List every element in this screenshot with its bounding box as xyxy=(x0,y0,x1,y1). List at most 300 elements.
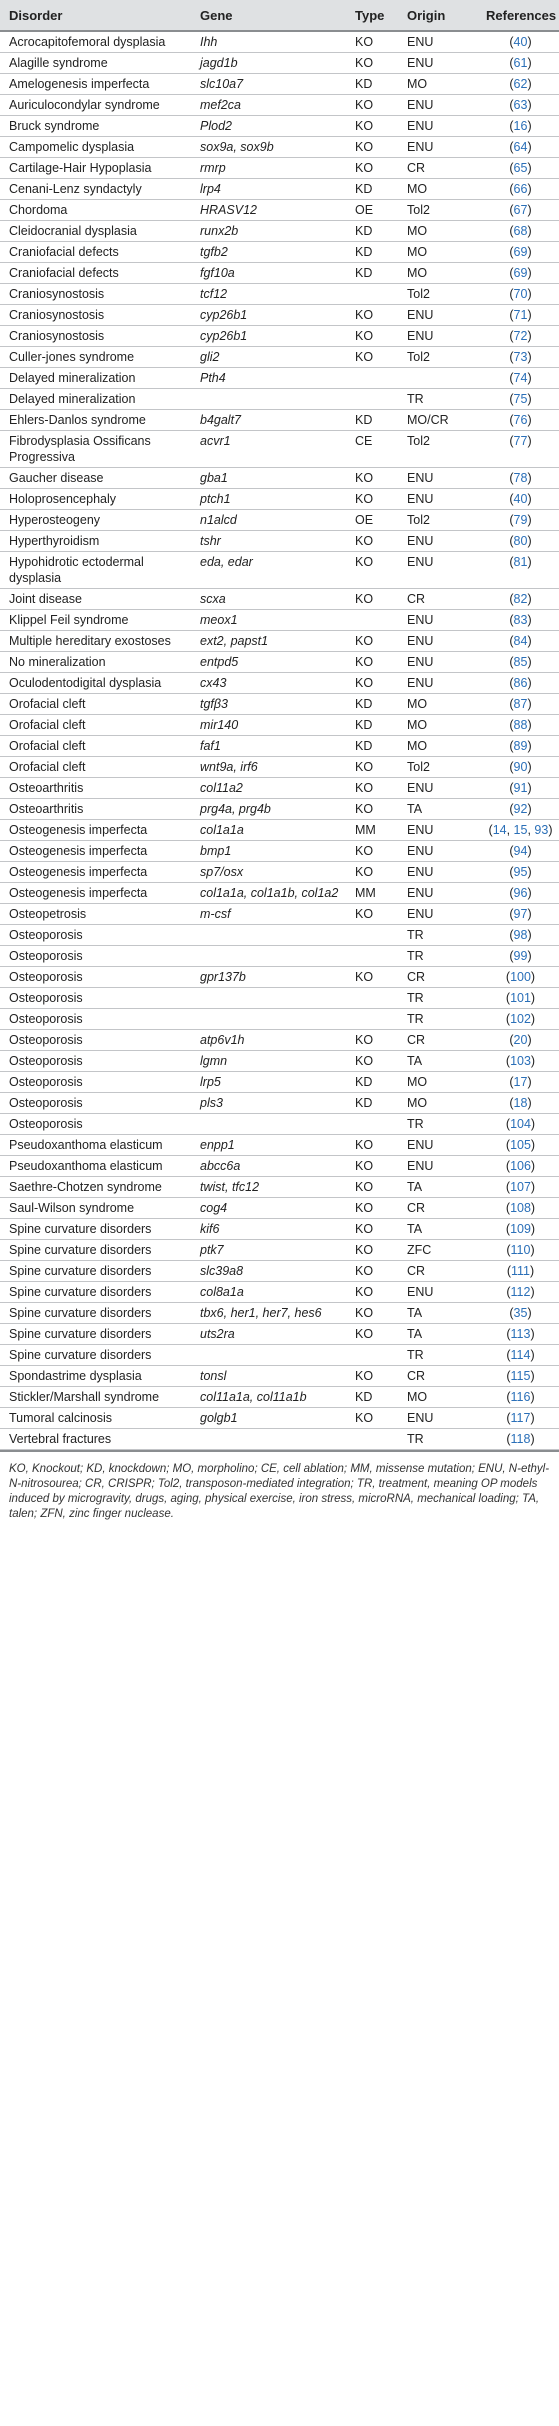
origin-cell: ENU xyxy=(398,862,477,883)
references-cell: (117) xyxy=(477,1408,559,1429)
table-row xyxy=(0,1009,559,1030)
references-cell: (17) xyxy=(477,1072,559,1093)
citation-link[interactable]: 107 xyxy=(510,1180,531,1194)
citation-link[interactable]: 83 xyxy=(513,613,528,627)
disorder-cell: Osteogenesis imperfecta xyxy=(0,883,191,904)
citation-link[interactable]: 66 xyxy=(513,182,528,196)
references-cell: (64) xyxy=(477,137,559,158)
gene-cell: pls3 xyxy=(191,1093,346,1114)
citation-link[interactable]: 105 xyxy=(510,1138,531,1152)
references-cell: (113) xyxy=(477,1324,559,1345)
disorder-cell: Spine curvature disorders xyxy=(0,1261,191,1282)
references-cell: (73) xyxy=(477,347,559,368)
type-cell xyxy=(346,925,398,946)
disorder-cell: Osteoporosis xyxy=(0,1093,191,1114)
origin-cell: ENU xyxy=(398,531,477,552)
citation-link[interactable]: 65 xyxy=(513,161,528,175)
type-cell: KO xyxy=(346,757,398,778)
citation-link[interactable]: 85 xyxy=(513,655,528,669)
type-cell: KO xyxy=(346,778,398,799)
gene-cell: b4galt7 xyxy=(191,410,346,431)
table-row xyxy=(0,242,559,263)
type-cell: KO xyxy=(346,1261,398,1282)
disorder-cell: Osteoporosis xyxy=(0,1009,191,1030)
citation-link[interactable]: 79 xyxy=(513,513,528,527)
gene-cell xyxy=(191,1009,346,1030)
table-row xyxy=(0,589,559,610)
disorder-cell: Oculodentodigital dysplasia xyxy=(0,673,191,694)
type-cell: KO xyxy=(346,305,398,326)
references-cell: (80) xyxy=(477,531,559,552)
table-row xyxy=(0,531,559,552)
origin-cell: TR xyxy=(398,1345,477,1366)
gene-cell xyxy=(191,389,346,410)
references-cell: (69) xyxy=(477,242,559,263)
gene-cell: prg4a, prg4b xyxy=(191,799,346,820)
citation-link[interactable]: 74 xyxy=(513,371,528,385)
references-cell: (90) xyxy=(477,757,559,778)
disorder-cell: Joint disease xyxy=(0,589,191,610)
disorder-cell: Cenani-Lenz syndactyly xyxy=(0,179,191,200)
table-row xyxy=(0,1030,559,1051)
gene-cell: ptk7 xyxy=(191,1240,346,1261)
gene-cell: faf1 xyxy=(191,736,346,757)
citation-link[interactable]: 20 xyxy=(513,1033,528,1047)
type-cell xyxy=(346,368,398,389)
disorder-cell: No mineralization xyxy=(0,652,191,673)
citation-link[interactable]: 113 xyxy=(510,1327,531,1341)
table-row xyxy=(0,200,559,221)
type-cell xyxy=(346,284,398,305)
type-cell: KO xyxy=(346,1135,398,1156)
citation-link[interactable]: 93 xyxy=(534,823,549,837)
type-cell xyxy=(346,988,398,1009)
citation-link[interactable]: 84 xyxy=(513,634,528,648)
references-cell: (66) xyxy=(477,179,559,200)
origin-cell: MO xyxy=(398,715,477,736)
references-cell: (111) xyxy=(477,1261,559,1282)
gene-cell xyxy=(191,1114,346,1135)
references-cell: (40) xyxy=(477,31,559,53)
citation-link[interactable]: 91 xyxy=(513,781,528,795)
references-cell: (62) xyxy=(477,74,559,95)
citation-link[interactable]: 95 xyxy=(513,865,528,879)
origin-cell: CR xyxy=(398,1198,477,1219)
gene-cell: gpr137b xyxy=(191,967,346,988)
gene-cell: mef2ca xyxy=(191,95,346,116)
type-cell: KO xyxy=(346,137,398,158)
citation-link[interactable]: 104 xyxy=(510,1117,531,1131)
header-gene: Gene xyxy=(191,0,346,31)
disorder-cell: Craniosynostosis xyxy=(0,326,191,347)
origin-cell: Tol2 xyxy=(398,347,477,368)
gene-cell: lrp5 xyxy=(191,1072,346,1093)
gene-cell xyxy=(191,1345,346,1366)
citation-link[interactable]: 88 xyxy=(513,718,528,732)
origin-cell: ENU xyxy=(398,137,477,158)
origin-cell: ENU xyxy=(398,673,477,694)
citation-link[interactable]: 114 xyxy=(510,1348,531,1362)
disorder-cell: Spine curvature disorders xyxy=(0,1240,191,1261)
citation-link[interactable]: 64 xyxy=(513,140,528,154)
disorder-cell: Osteoporosis xyxy=(0,1114,191,1135)
citation-link[interactable]: 71 xyxy=(513,308,528,322)
references-cell: (109) xyxy=(477,1219,559,1240)
table-row xyxy=(0,1303,559,1324)
table-row xyxy=(0,1198,559,1219)
gene-cell: cyp26b1 xyxy=(191,326,346,347)
origin-cell: MO xyxy=(398,74,477,95)
citation-link[interactable]: 69 xyxy=(513,266,528,280)
citation-link[interactable]: 115 xyxy=(510,1369,531,1383)
references-cell: (88) xyxy=(477,715,559,736)
type-cell: KD xyxy=(346,179,398,200)
table-row xyxy=(0,1240,559,1261)
origin-cell: TA xyxy=(398,799,477,820)
citation-link[interactable]: 94 xyxy=(513,844,528,858)
references-cell: (77) xyxy=(477,431,559,468)
table-row xyxy=(0,347,559,368)
disorder-cell: Amelogenesis imperfecta xyxy=(0,74,191,95)
references-cell: (103) xyxy=(477,1051,559,1072)
citation-link[interactable]: 118 xyxy=(510,1432,531,1446)
type-cell: CE xyxy=(346,431,398,468)
type-cell: KO xyxy=(346,862,398,883)
origin-cell: ENU xyxy=(398,883,477,904)
references-cell: (78) xyxy=(477,468,559,489)
origin-cell: ENU xyxy=(398,1135,477,1156)
references-cell: (112) xyxy=(477,1282,559,1303)
citation-link[interactable]: 81 xyxy=(513,555,528,569)
citation-link[interactable]: 18 xyxy=(513,1096,528,1110)
gene-cell: ptch1 xyxy=(191,489,346,510)
disorder-cell: Osteogenesis imperfecta xyxy=(0,862,191,883)
citation-link[interactable]: 15 xyxy=(513,823,528,837)
table-row xyxy=(0,1408,559,1429)
origin-cell: ENU xyxy=(398,1282,477,1303)
references-cell: (40) xyxy=(477,489,559,510)
origin-cell: MO xyxy=(398,1072,477,1093)
references-cell: (108) xyxy=(477,1198,559,1219)
citation-link[interactable]: 86 xyxy=(513,676,528,690)
origin-cell: TR xyxy=(398,1429,477,1450)
type-cell xyxy=(346,1009,398,1030)
citation-link[interactable]: 106 xyxy=(510,1159,531,1173)
gene-cell: sp7/osx xyxy=(191,862,346,883)
origin-cell: Tol2 xyxy=(398,510,477,531)
disorder-cell: Gaucher disease xyxy=(0,468,191,489)
citation-link[interactable]: 62 xyxy=(513,77,528,91)
type-cell: KO xyxy=(346,1198,398,1219)
gene-cell: m-csf xyxy=(191,904,346,925)
gene-cell: lgmn xyxy=(191,1051,346,1072)
origin-cell: ENU xyxy=(398,53,477,74)
type-cell: KD xyxy=(346,74,398,95)
citation-link[interactable]: 103 xyxy=(510,1054,531,1068)
table-row xyxy=(0,1282,559,1303)
citation-link[interactable]: 109 xyxy=(510,1222,531,1236)
type-cell: KO xyxy=(346,1408,398,1429)
type-cell: KD xyxy=(346,1387,398,1408)
type-cell: KO xyxy=(346,1282,398,1303)
gene-cell: tgfβ3 xyxy=(191,694,346,715)
citation-link[interactable]: 98 xyxy=(513,928,528,942)
gene-cell: twist, tfc12 xyxy=(191,1177,346,1198)
table-row xyxy=(0,305,559,326)
table-row xyxy=(0,510,559,531)
gene-cell: col11a1a, col11a1b xyxy=(191,1387,346,1408)
table-row xyxy=(0,841,559,862)
table-row xyxy=(0,263,559,284)
references-cell: (75) xyxy=(477,389,559,410)
type-cell: KD xyxy=(346,1093,398,1114)
table-header xyxy=(0,0,559,31)
citation-link[interactable]: 87 xyxy=(513,697,528,711)
gene-cell: tgfb2 xyxy=(191,242,346,263)
citation-link[interactable]: 75 xyxy=(513,392,528,406)
gene-cell: mir140 xyxy=(191,715,346,736)
citation-link[interactable]: 82 xyxy=(513,592,528,606)
type-cell: KO xyxy=(346,1051,398,1072)
origin-cell: CR xyxy=(398,589,477,610)
disorder-cell: Saul-Wilson syndrome xyxy=(0,1198,191,1219)
references-cell: (63) xyxy=(477,95,559,116)
header-type: Type xyxy=(346,0,398,31)
table-row xyxy=(0,883,559,904)
type-cell: KD xyxy=(346,221,398,242)
disorder-cell: Craniofacial defects xyxy=(0,263,191,284)
citation-link[interactable]: 100 xyxy=(510,970,531,984)
type-cell: KO xyxy=(346,631,398,652)
table-row xyxy=(0,1387,559,1408)
citation-link[interactable]: 92 xyxy=(513,802,528,816)
table-row xyxy=(0,1219,559,1240)
disorder-cell: Spondastrime dysplasia xyxy=(0,1366,191,1387)
origin-cell: TA xyxy=(398,1324,477,1345)
origin-cell: MO xyxy=(398,736,477,757)
citation-link[interactable]: 112 xyxy=(510,1285,531,1299)
table-row xyxy=(0,31,559,53)
references-cell: (102) xyxy=(477,1009,559,1030)
references-cell: (72) xyxy=(477,326,559,347)
citation-link[interactable]: 110 xyxy=(510,1243,531,1257)
citation-link[interactable]: 96 xyxy=(513,886,528,900)
citation-link[interactable]: 40 xyxy=(513,492,528,506)
table-row xyxy=(0,757,559,778)
citation-link[interactable]: 73 xyxy=(513,350,528,364)
references-cell: (96) xyxy=(477,883,559,904)
citation-link[interactable]: 63 xyxy=(513,98,528,112)
origin-cell: Tol2 xyxy=(398,757,477,778)
citation-link[interactable]: 99 xyxy=(513,949,528,963)
origin-cell: Tol2 xyxy=(398,284,477,305)
gene-cell: scxa xyxy=(191,589,346,610)
citation-link[interactable]: 90 xyxy=(513,760,528,774)
header-references: References xyxy=(477,0,559,31)
table-row xyxy=(0,389,559,410)
origin-cell: MO xyxy=(398,694,477,715)
origin-cell: TA xyxy=(398,1303,477,1324)
citation-link[interactable]: 72 xyxy=(513,329,528,343)
table-footnote: KO, Knockout; KD, knockdown; MO, morpholino; CE, cell ablation; MM, missense mutation; ENU, N-ethyl-N-nitrosourea; CR, CRISPR; Tol2, transposon-mediated integration; TR, treatment, meaning OP models induced by microgravity, drugs, aging, physical exercise, iron stress, microRNA, mechanical loading; TA, talen; ZFN, zinc finger nuclease. xyxy=(0,1450,559,1522)
gene-cell xyxy=(191,1429,346,1450)
disorder-cell: Campomelic dysplasia xyxy=(0,137,191,158)
type-cell: MM xyxy=(346,820,398,841)
references-cell: (104) xyxy=(477,1114,559,1135)
table-row xyxy=(0,1156,559,1177)
gene-cell: jagd1b xyxy=(191,53,346,74)
table-row xyxy=(0,652,559,673)
disorder-cell: Delayed mineralization xyxy=(0,389,191,410)
type-cell: KO xyxy=(346,967,398,988)
origin-cell: CR xyxy=(398,1366,477,1387)
references-cell: (61) xyxy=(477,53,559,74)
disorder-cell: Osteoarthritis xyxy=(0,778,191,799)
disorder-cell: Spine curvature disorders xyxy=(0,1324,191,1345)
citation-link[interactable]: 78 xyxy=(513,471,528,485)
origin-cell: TR xyxy=(398,389,477,410)
table-row xyxy=(0,1345,559,1366)
disorder-cell: Orofacial cleft xyxy=(0,715,191,736)
references-cell: (74) xyxy=(477,368,559,389)
type-cell: KO xyxy=(346,489,398,510)
disorder-cell: Osteoporosis xyxy=(0,1051,191,1072)
citation-link[interactable]: 17 xyxy=(513,1075,528,1089)
origin-cell: TR xyxy=(398,946,477,967)
type-cell: KD xyxy=(346,1072,398,1093)
gene-cell xyxy=(191,946,346,967)
type-cell xyxy=(346,389,398,410)
gene-cell: n1alcd xyxy=(191,510,346,531)
origin-cell: ENU xyxy=(398,652,477,673)
gene-cell: fgf10a xyxy=(191,263,346,284)
disorder-cell: Hyperosteogeny xyxy=(0,510,191,531)
origin-cell: ZFC xyxy=(398,1240,477,1261)
disorder-cell: Alagille syndrome xyxy=(0,53,191,74)
gene-cell: tbx6, her1, her7, hes6 xyxy=(191,1303,346,1324)
table-row xyxy=(0,862,559,883)
citation-link[interactable]: 14 xyxy=(492,823,507,837)
table-row xyxy=(0,1135,559,1156)
origin-cell: TA xyxy=(398,1219,477,1240)
citation-link[interactable]: 101 xyxy=(510,991,531,1005)
table-row xyxy=(0,489,559,510)
citation-link[interactable]: 111 xyxy=(510,1264,530,1278)
citation-link[interactable]: 116 xyxy=(510,1390,531,1404)
type-cell: KO xyxy=(346,799,398,820)
disorder-cell: Osteoporosis xyxy=(0,988,191,1009)
references-cell: (69) xyxy=(477,263,559,284)
table-row xyxy=(0,1429,559,1450)
type-cell: KO xyxy=(346,652,398,673)
references-cell: (67) xyxy=(477,200,559,221)
disorder-cell: Osteoporosis xyxy=(0,946,191,967)
gene-cell: Plod2 xyxy=(191,116,346,137)
citation-link[interactable]: 89 xyxy=(513,739,528,753)
origin-cell: ENU xyxy=(398,552,477,589)
gene-cell: rmrp xyxy=(191,158,346,179)
disorder-cell: Spine curvature disorders xyxy=(0,1282,191,1303)
type-cell: MM xyxy=(346,883,398,904)
origin-cell: ENU xyxy=(398,489,477,510)
disorder-cell: Orofacial cleft xyxy=(0,736,191,757)
citation-link[interactable]: 35 xyxy=(513,1306,528,1320)
table-row xyxy=(0,967,559,988)
disorder-cell: Craniosynostosis xyxy=(0,305,191,326)
disorder-cell: Orofacial cleft xyxy=(0,694,191,715)
type-cell xyxy=(346,610,398,631)
origin-cell: TR xyxy=(398,925,477,946)
disorder-cell: Cleidocranial dysplasia xyxy=(0,221,191,242)
table-row xyxy=(0,95,559,116)
citation-link[interactable]: 77 xyxy=(513,434,528,448)
origin-cell: ENU xyxy=(398,610,477,631)
table-row xyxy=(0,410,559,431)
disorder-cell: Hyperthyroidism xyxy=(0,531,191,552)
table-row xyxy=(0,946,559,967)
origin-cell: Tol2 xyxy=(398,200,477,221)
table-row xyxy=(0,925,559,946)
origin-cell: MO xyxy=(398,263,477,284)
gene-cell: lrp4 xyxy=(191,179,346,200)
origin-cell: ENU xyxy=(398,1156,477,1177)
citation-link[interactable]: 68 xyxy=(513,224,528,238)
gene-cell: HRASV12 xyxy=(191,200,346,221)
origin-cell: TR xyxy=(398,988,477,1009)
gene-cell: Ihh xyxy=(191,31,346,53)
disorder-cell: Osteoarthritis xyxy=(0,799,191,820)
citation-link[interactable]: 69 xyxy=(513,245,528,259)
citation-link[interactable]: 117 xyxy=(510,1411,531,1425)
citation-link[interactable]: 16 xyxy=(513,119,528,133)
disorder-cell: Spine curvature disorders xyxy=(0,1345,191,1366)
table-row xyxy=(0,736,559,757)
citation-link[interactable]: 108 xyxy=(510,1201,531,1215)
disorder-cell: Culler-jones syndrome xyxy=(0,347,191,368)
references-cell: (98) xyxy=(477,925,559,946)
origin-cell: ENU xyxy=(398,116,477,137)
citation-link[interactable]: 70 xyxy=(513,287,528,301)
gene-cell: runx2b xyxy=(191,221,346,242)
citation-link[interactable]: 97 xyxy=(513,907,528,921)
gene-cell: slc39a8 xyxy=(191,1261,346,1282)
gene-cell: kif6 xyxy=(191,1219,346,1240)
citation-link[interactable]: 76 xyxy=(513,413,528,427)
table-row xyxy=(0,1324,559,1345)
disorder-cell: Craniosynostosis xyxy=(0,284,191,305)
origin-cell: ENU xyxy=(398,1408,477,1429)
type-cell: KO xyxy=(346,468,398,489)
gene-cell: gba1 xyxy=(191,468,346,489)
references-cell: (35) xyxy=(477,1303,559,1324)
citation-link[interactable]: 61 xyxy=(513,56,528,70)
disorder-cell: Ehlers-Danlos syndrome xyxy=(0,410,191,431)
type-cell: KO xyxy=(346,53,398,74)
origin-cell: ENU xyxy=(398,631,477,652)
table-row xyxy=(0,610,559,631)
table-row xyxy=(0,694,559,715)
citation-link[interactable]: 40 xyxy=(513,35,528,49)
type-cell: KO xyxy=(346,158,398,179)
disorder-cell: Osteoporosis xyxy=(0,967,191,988)
citation-link[interactable]: 67 xyxy=(513,203,528,217)
citation-link[interactable]: 102 xyxy=(510,1012,531,1026)
origin-cell: ENU xyxy=(398,820,477,841)
gene-cell xyxy=(191,925,346,946)
gene-cell: wnt9a, irf6 xyxy=(191,757,346,778)
origin-cell: ENU xyxy=(398,31,477,53)
citation-link[interactable]: 80 xyxy=(513,534,528,548)
